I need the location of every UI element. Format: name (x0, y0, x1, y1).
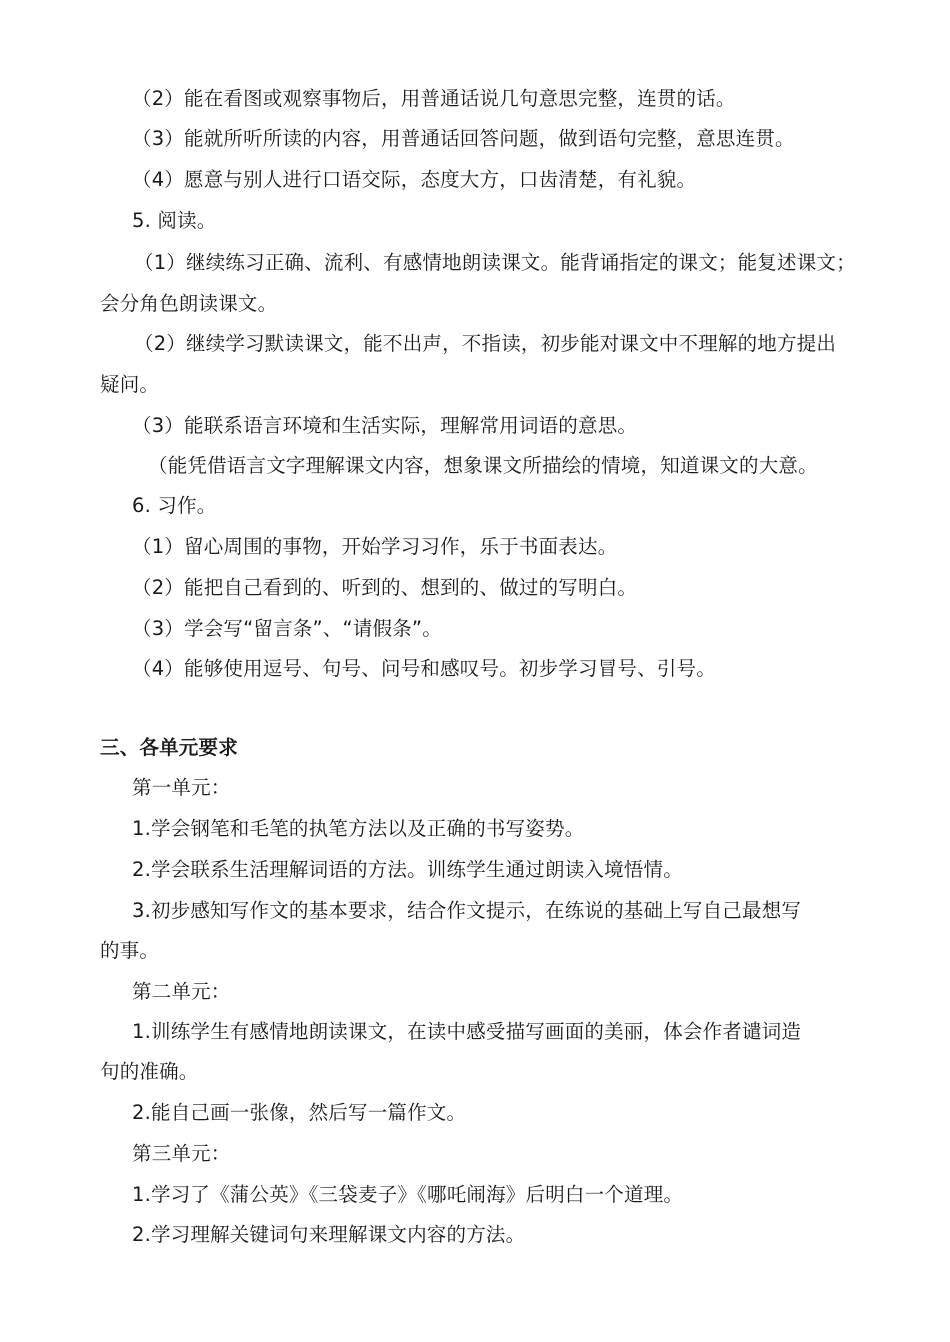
unit-heading-3: 第三单元： (132, 1142, 231, 1165)
text-line: （3）能联系语言环境和生活实际，理解常用词语的意思。 (132, 414, 638, 437)
text-line: 1.训练学生有感情地朗读课文，在读中感受描写画面的美丽，体会作者谴词造 (132, 1020, 802, 1043)
text-line: （1）留心周围的事物，开始学习习作，乐于书面表达。 (132, 535, 618, 558)
text-line: （4）愿意与别人进行口语交际，态度大方，口齿清楚，有礼貌。 (132, 168, 697, 191)
text-line: （3）学会写“留言条”、“请假条”。 (132, 617, 442, 640)
text-line: （1）继续练习正确、流利、有感情地朗读课文。能背诵指定的课文；能复述课文； (134, 251, 856, 274)
text-line: 会分角色朗读课文。 (100, 292, 278, 315)
text-line: 2.能自己画一张像，然后写一篇作文。 (132, 1101, 467, 1124)
text-line: 3.初步感知写作文的基本要求，结合作文提示，在练说的基础上写自己最想写 (132, 899, 802, 922)
section-heading-writing: 6. 习作。 (132, 494, 217, 517)
section-heading-unit-requirements: 三、各单元要求 (100, 736, 238, 759)
unit-heading-1: 第一单元： (132, 776, 231, 799)
text-line: （2）继续学习默读课文，能不出声，不指读，初步能对课文中不理解的地方提出 (134, 332, 837, 355)
unit-heading-2: 第二单元： (132, 980, 231, 1003)
text-line: （4）能够使用逗号、句号、问号和感叹号。初步学习冒号、引号。 (132, 657, 716, 680)
text-line: 2.学会联系生活理解词语的方法。训练学生通过朗读入境悟情。 (132, 858, 683, 881)
text-line: （能凭借语言文字理解课文内容，想象课文所描绘的情境，知道课文的大意。 (148, 454, 818, 477)
text-line: 句的准确。 (100, 1060, 199, 1083)
text-line: 1.学习了《蒲公英》《三袋麦子》《哪吒闹海》后明白一个道理。 (132, 1183, 684, 1206)
text-line: （2）能把自己看到的、听到的、想到的、做过的写明白。 (132, 576, 638, 599)
text-line: 疑问。 (100, 373, 160, 396)
text-line: 的事。 (100, 939, 160, 962)
text-line: （2）能在看图或观察事物后，用普通话说几句意思完整，连贯的话。 (132, 87, 736, 110)
text-line: 2.学习理解关键词句来理解课文内容的方法。 (132, 1223, 526, 1246)
text-line: （3）能就所听所读的内容，用普通话回答问题，做到语句完整，意思连贯。 (132, 127, 795, 150)
section-heading-reading: 5. 阅读。 (132, 209, 217, 232)
text-line: 1.学会钢笔和毛笔的执笔方法以及正确的书写姿势。 (132, 817, 585, 840)
